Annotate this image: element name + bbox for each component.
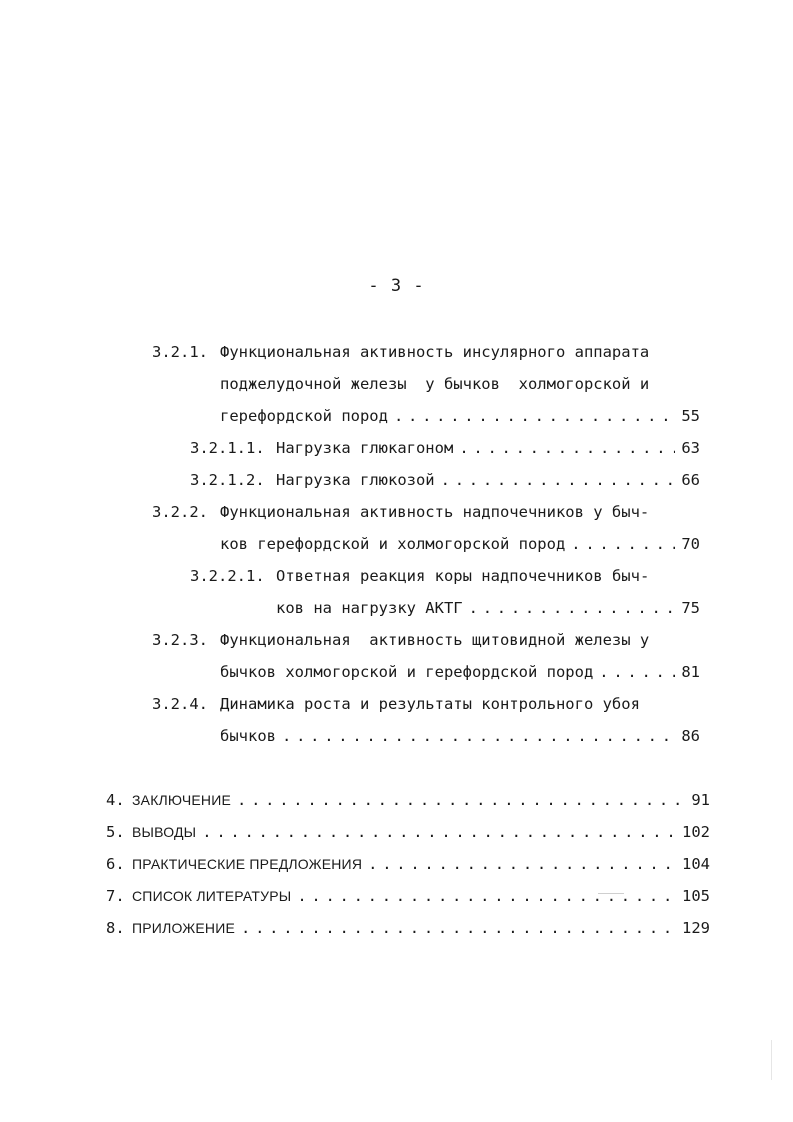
toc-dot-leader [459,436,675,460]
toc-entry-title-continued: бычков [220,727,276,745]
page-number: - 3 - [368,276,425,296]
toc-page-ref: 70 [681,535,700,553]
toc-entry-3-2-1-line-2 [220,372,649,396]
toc-entry-number: 3.2.4. [152,695,208,713]
toc-entry-title: Нагрузка глюкозой [276,471,435,489]
toc-entry-title-continued: ков герефордской и холмогорской пород [220,535,566,553]
toc-entry-8 [106,916,710,940]
toc-entry-5 [106,820,710,844]
toc-page-ref: 102 [682,823,710,841]
toc-entry-number: 8. [106,919,125,937]
toc-entry-number: 3.2.1.1. [190,439,265,457]
toc-page-ref: 81 [681,663,700,681]
toc-entry-title-continued: герефордской пород [220,407,388,425]
toc-dot-leader [297,884,676,908]
toc-entry-number: 4. [106,791,125,809]
toc-entry-3-2-3-line-1 [152,628,649,652]
toc-dot-leader [441,468,676,492]
toc-entry-3-2-1-line-1 [152,340,649,364]
toc-dot-leader [282,724,675,748]
toc-dot-leader [469,596,676,620]
toc-page-ref: 129 [682,919,710,937]
toc-entry-3-2-2-line-1 [152,500,649,524]
toc-entry-3-2-2-line-2 [220,532,700,556]
toc-page-ref: 75 [681,599,700,617]
toc-entry-3-2-4-line-2 [220,724,700,748]
toc-entry-3-2-1-2 [190,468,700,492]
toc-page-ref: 63 [681,439,700,457]
toc-dot-leader [394,404,675,428]
toc-dot-leader [237,788,685,812]
toc-page-ref: 55 [681,407,700,425]
toc-entry-title: Динамика роста и результаты контрольного убоя [220,695,640,713]
toc-entry-number: 3.2.3. [152,631,208,649]
toc-entry-title-continued: ков на нагрузку АКТГ [276,599,463,617]
toc-page-ref: 66 [681,471,700,489]
toc-entry-number: 3.2.1.2. [190,471,265,489]
toc-page-ref: 86 [681,727,700,745]
toc-entry-3-2-2-1-line-1 [190,564,649,588]
toc-page-ref: 104 [682,855,710,873]
toc-entry-number: 3.2.2.1. [190,567,265,585]
toc-entry-title: ВЫВОДЫ [132,824,197,840]
toc-page-ref: 91 [691,791,710,809]
scan-artifact [598,893,624,894]
toc-entry-number: 3.2.2. [152,503,208,521]
toc-entry-3-2-1-1 [190,436,700,460]
toc-entry-title: Функциональная активность надпочечников у быч- [220,503,650,521]
toc-entry-number: 5. [106,823,125,841]
toc-entry-title-continued: поджелудочной железы у бычков холмогорской и [220,375,650,393]
toc-dot-leader [202,820,676,844]
toc-entry-4 [106,788,710,812]
toc-entry-3-2-2-1-line-2 [276,596,700,620]
toc-entry-title: Функциональная активность инсулярного аппарата [220,343,650,361]
toc-entry-title: Ответная реакция коры надпочечников быч- [276,567,650,585]
toc-entry-3-2-3-line-2 [220,660,700,684]
toc-entry-title: ЗАКЛЮЧЕНИЕ [132,792,231,808]
toc-entry-number: 3.2.1. [152,343,208,361]
toc-dot-leader [571,532,675,556]
toc-dot-leader [368,852,676,876]
toc-entry-6 [106,852,710,876]
toc-entry-number: 7. [106,887,125,905]
toc-page-ref: 105 [682,887,710,905]
toc-entry-title: Нагрузка глюкагоном [276,439,454,457]
toc-entry-title: ПРАКТИЧЕСКИЕ ПРЕДЛОЖЕНИЯ [132,856,363,872]
toc-entry-3-2-1-line-3 [220,404,700,428]
toc-entry-7 [106,884,710,908]
toc-entry-3-2-4-line-1 [152,692,640,716]
toc-entry-title: СПИСОК ЛИТЕРАТУРЫ [132,888,292,904]
toc-entry-number: 6. [106,855,125,873]
toc-entry-title: ПРИЛОЖЕНИЕ [132,920,236,936]
toc-dot-leader [599,660,675,684]
toc-entry-title: Функциональная активность щитовидной железы у [220,631,650,649]
scan-artifact [771,1040,772,1080]
toc-dot-leader [241,916,676,940]
toc-entry-title-continued: бычков холмогорской и герефордской пород [220,663,594,681]
